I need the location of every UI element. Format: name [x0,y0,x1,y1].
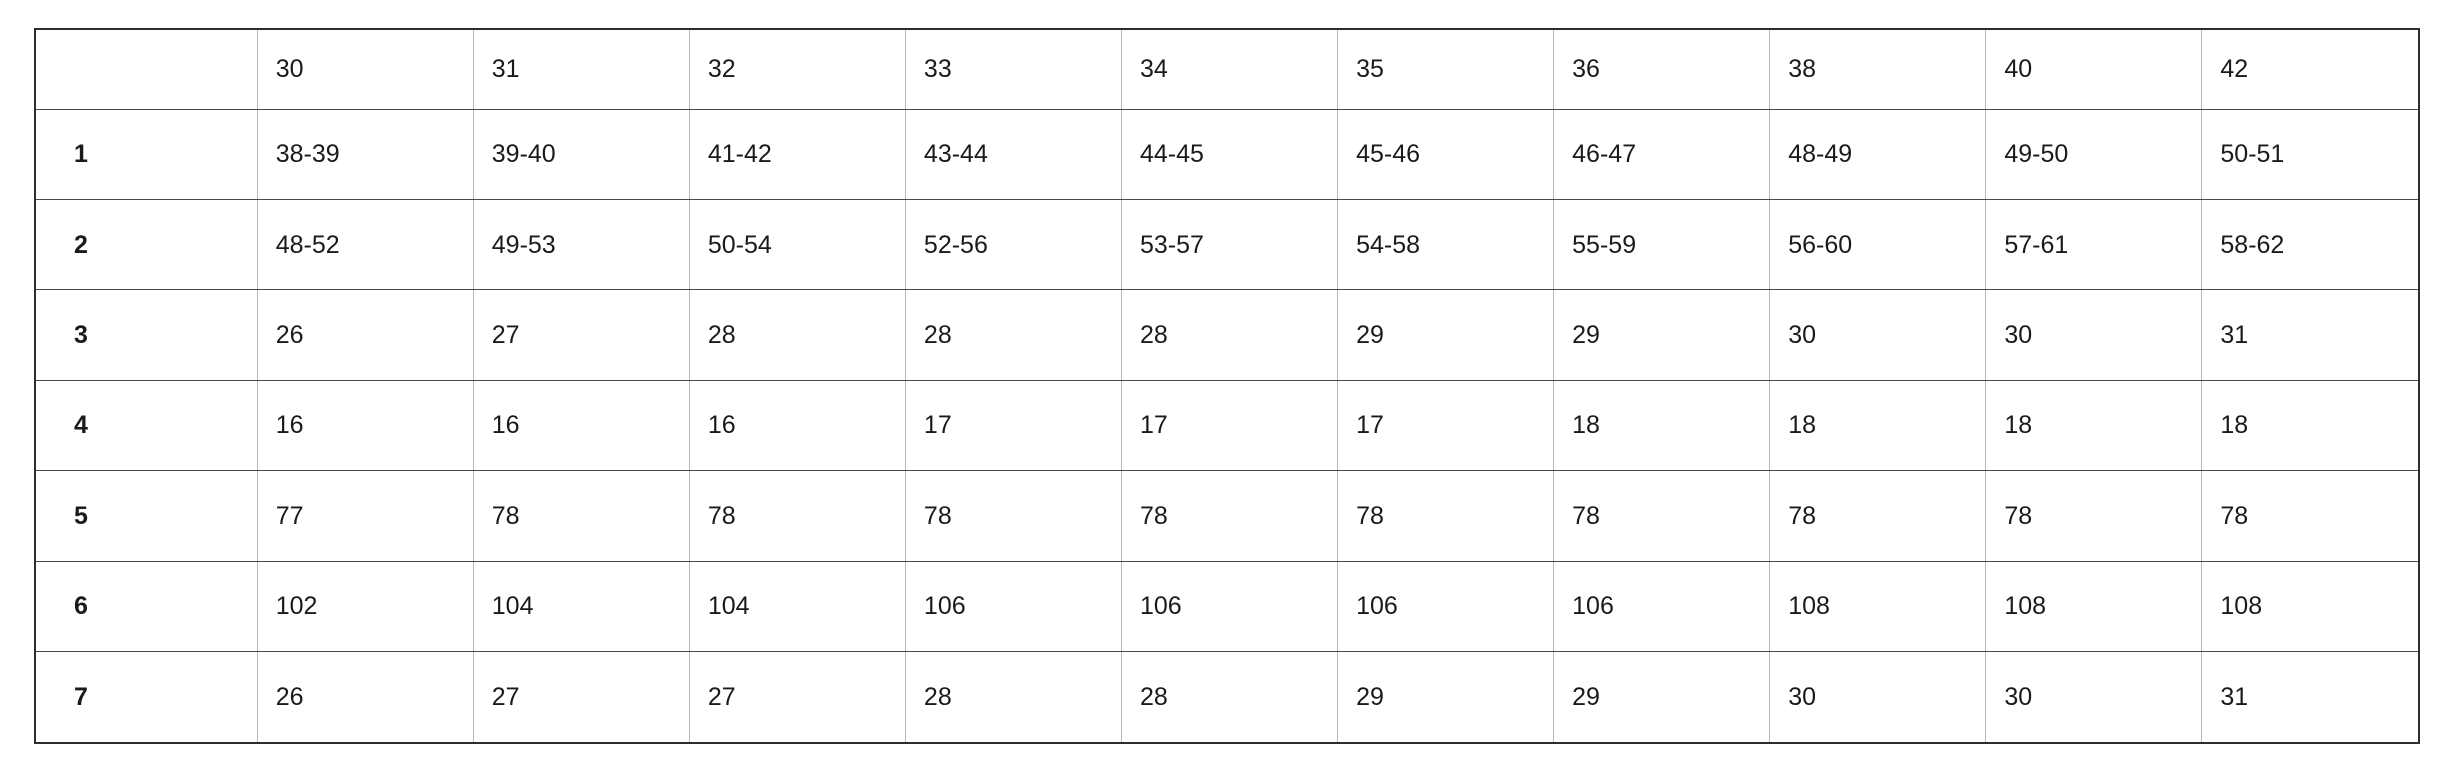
column-header: 40 [1986,30,2202,109]
row-header: 7 [36,652,257,742]
table-cell: 26 [257,652,473,742]
table-cell: 58-62 [2202,199,2418,289]
table-frame [34,28,2420,744]
column-header: 30 [257,30,473,109]
table-row [36,561,2418,651]
table-cell: 50-54 [689,199,905,289]
table-cell: 18 [1554,380,1770,470]
table-cell: 27 [689,652,905,742]
table-row [36,199,2418,289]
table-cell: 106 [905,561,1121,651]
table-row [36,109,2418,199]
table-cell: 57-61 [1986,199,2202,289]
table-cell: 17 [905,380,1121,470]
column-header: 32 [689,30,905,109]
table-cell: 52-56 [905,199,1121,289]
table-cell: 17 [1338,380,1554,470]
table-cell: 30 [1986,290,2202,380]
table-cell: 104 [689,561,905,651]
table-cell: 31 [2202,290,2418,380]
table-cell: 104 [473,561,689,651]
table-cell: 78 [473,471,689,561]
column-header: 33 [905,30,1121,109]
table-cell: 29 [1554,652,1770,742]
table-row [36,652,2418,742]
table-cell: 108 [2202,561,2418,651]
table-cell: 41-42 [689,109,905,199]
table-cell: 43-44 [905,109,1121,199]
row-header: 2 [36,199,257,289]
table-cell: 78 [2202,471,2418,561]
table-cell: 49-53 [473,199,689,289]
column-header: 38 [1770,30,1986,109]
table-cell: 28 [905,652,1121,742]
column-header: 34 [1122,30,1338,109]
table-cell: 48-49 [1770,109,1986,199]
table-cell: 78 [905,471,1121,561]
table-cell: 56-60 [1770,199,1986,289]
table-cell: 106 [1122,561,1338,651]
table-cell: 29 [1338,652,1554,742]
table-cell: 30 [1770,290,1986,380]
table-cell: 78 [1338,471,1554,561]
table-cell: 55-59 [1554,199,1770,289]
table-cell: 31 [2220,683,2249,712]
table-cell: 106 [1554,561,1770,651]
table-cell: 108 [1770,561,1986,651]
column-header: 31 [473,30,689,109]
table-cell: 38-39 [257,109,473,199]
table-cell: 29 [1338,290,1554,380]
table-cell: 78 [1770,471,1986,561]
table-cell: 27 [473,290,689,380]
table-cell: 16 [257,380,473,470]
table-cell: 44-45 [1122,109,1338,199]
table-cell: 28 [1122,652,1338,742]
table-row [36,290,2418,380]
table-cell: 50-51 [2202,109,2418,199]
table-cell: 39-40 [473,109,689,199]
table-cell: 102 [257,561,473,651]
table-cell: 46-47 [1554,109,1770,199]
table-cell: 18 [1770,380,1986,470]
table-cell: 26 [257,290,473,380]
table-cell: 29 [1554,290,1770,380]
table-cell: 28 [689,290,905,380]
table-cell: 49-50 [1986,109,2202,199]
table-cell: 16 [473,380,689,470]
row-header: 6 [36,561,257,651]
table-cell: 78 [689,471,905,561]
column-header: 35 [1338,30,1554,109]
table-cell: 45-46 [1338,109,1554,199]
table-cell: 54-58 [1338,199,1554,289]
table-header-row [36,30,2418,109]
table-cell: 53-57 [1122,199,1338,289]
table-cell: 78 [1554,471,1770,561]
table-cell: 78 [1122,471,1338,561]
table-cell: 48-52 [257,199,473,289]
table-cell: 30 [1986,652,2202,742]
row-header: 1 [36,109,257,199]
table-cell: 78 [1986,471,2202,561]
table-row [36,380,2418,470]
table-cell: 106 [1338,561,1554,651]
table-cell: 30 [1770,652,1986,742]
row-header: 4 [36,380,257,470]
row-header: 5 [36,471,257,561]
table-corner-cell [36,30,257,109]
table-cell: 77 [257,471,473,561]
table-row [36,471,2418,561]
column-header: 42 [2202,30,2418,109]
table-cell: 18 [2202,380,2418,470]
table-cell: 27 [473,652,689,742]
table-cell: 16 [689,380,905,470]
row-header: 3 [36,290,257,380]
table-cell: 18 [1986,380,2202,470]
table-cell: 28 [1122,290,1338,380]
table-cell: 17 [1122,380,1338,470]
column-header: 36 [1554,30,1770,109]
size-chart-table [36,30,2418,742]
table-cell: 108 [1986,561,2202,651]
table-cell: 28 [905,290,1121,380]
